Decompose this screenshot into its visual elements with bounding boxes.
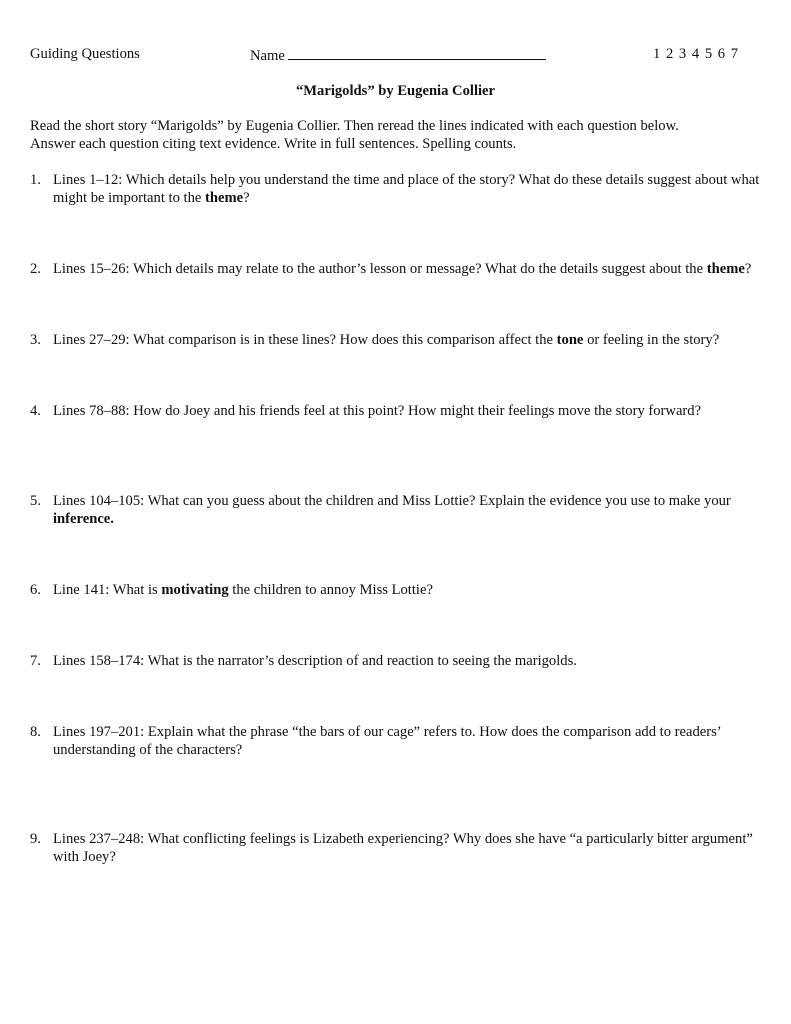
- question-keyword: inference.: [53, 511, 114, 527]
- question-number: 2.: [30, 261, 41, 277]
- question-keyword: theme: [706, 261, 745, 277]
- header: [30, 45, 770, 65]
- question-number: 4.: [30, 403, 41, 419]
- question-8: [30, 723, 775, 759]
- question-text-part: Lines 104–105: What can you guess about the children and Miss Lottie? Explain the evidence you use to make your: [53, 493, 731, 509]
- question-4: [30, 402, 775, 420]
- question-9: [30, 830, 775, 866]
- instructions: [30, 117, 770, 153]
- question-number: 7.: [30, 653, 41, 669]
- question-number: 3.: [30, 332, 41, 348]
- question-2: [30, 260, 775, 278]
- question-text: [53, 331, 775, 349]
- question-6: [30, 581, 775, 599]
- question-text-part: or feeling in the story?: [583, 332, 720, 348]
- question-text: [53, 260, 775, 278]
- question-7: [30, 652, 775, 670]
- question-text: Lines 78–88: How do Joey and his friends feel at this point? How might their feelings move the story forward?: [53, 403, 702, 419]
- question-text: [53, 492, 775, 528]
- question-number: 8.: [30, 724, 41, 740]
- question-keyword: theme: [205, 190, 244, 206]
- question-number: 5.: [30, 493, 41, 509]
- name-field: [250, 45, 546, 65]
- question-text-part: Line 141: What is: [53, 582, 162, 598]
- question-text: Lines 158–174: What is the narrator’s description of and reaction to seeing the marigolds.: [53, 653, 577, 669]
- header-title: Guiding Questions: [30, 46, 140, 62]
- instructions-line-1: Read the short story “Marigolds” by Eugenia Collier. Then reread the lines indicated with each question below.: [30, 118, 679, 134]
- question-3: [30, 331, 775, 349]
- name-blank-line: [288, 45, 546, 60]
- question-text: Lines 237–248: What conflicting feelings is Lizabeth experiencing? Why does she have “a particularly bitter argument” with Joey?: [53, 831, 753, 865]
- question-text: Lines 197–201: Explain what the phrase “the bars of our cage” refers to. How does the comparison add to readers’ understanding of the characters?: [53, 724, 721, 758]
- name-label: Name: [250, 48, 285, 64]
- question-5: [30, 492, 775, 528]
- question-text-part: Lines 1–12: Which details help you understand the time and place of the story? What do these details suggest about what might be important to the: [53, 172, 760, 206]
- question-keyword: tone: [556, 332, 584, 348]
- story-title: “Marigolds” by Eugenia Collier: [295, 83, 496, 99]
- instructions-line-2: Answer each question citing text evidence. Write in full sentences. Spelling counts.: [30, 136, 517, 152]
- question-number: 1.: [30, 172, 41, 188]
- question-text-part: Lines 15–26: Which details may relate to the author’s lesson or message? What do the details suggest about the: [53, 261, 707, 277]
- question-1: [30, 171, 775, 207]
- question-text: [53, 171, 775, 207]
- question-number: 9.: [30, 831, 41, 847]
- question-text-part: Lines 27–29: What comparison is in these lines? How does this comparison affect the: [53, 332, 557, 348]
- question-text-part: ?: [243, 190, 250, 206]
- question-text: [53, 581, 775, 599]
- question-number: 6.: [30, 582, 41, 598]
- question-text-part: the children to annoy Miss Lottie?: [228, 582, 433, 598]
- question-keyword: motivating: [161, 582, 229, 598]
- period-numbers: 1 2 3 4 5 6 7: [653, 46, 738, 62]
- question-text-part: ?: [744, 261, 752, 277]
